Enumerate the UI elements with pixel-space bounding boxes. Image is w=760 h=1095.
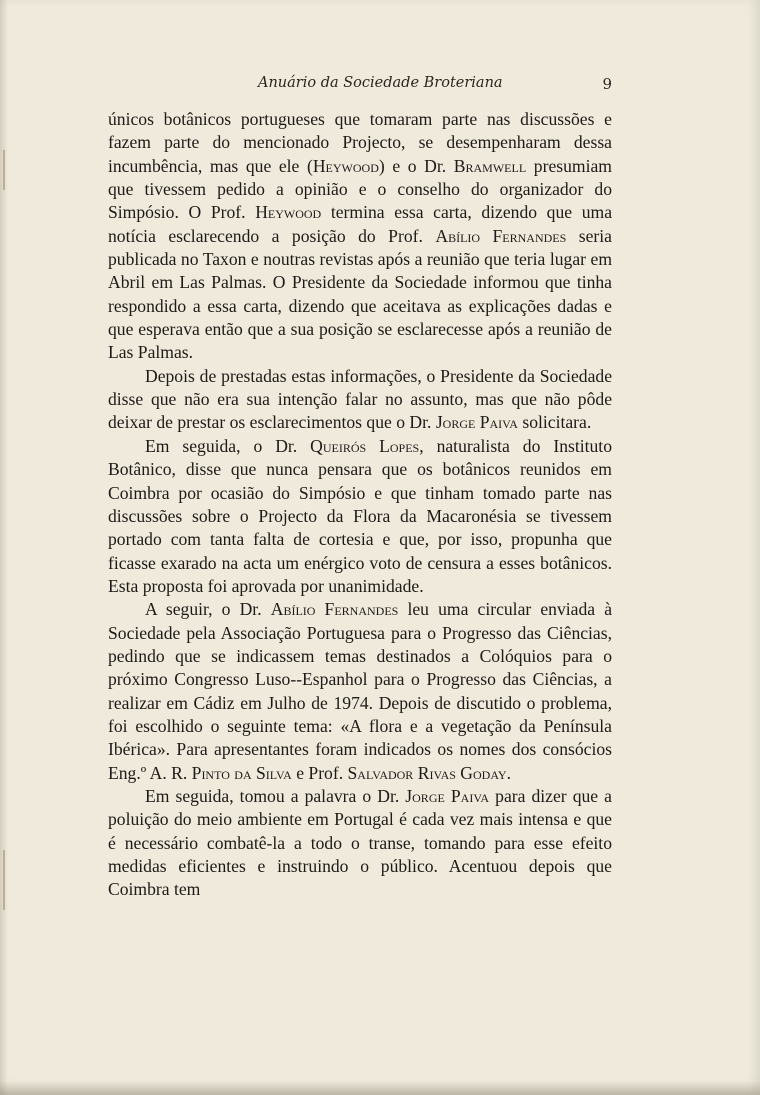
body-text [108, 108, 612, 902]
paragraph-p5 [108, 785, 612, 902]
text-run: ) e o Dr. [378, 155, 454, 176]
running-title: Anuário da Sociedade Broteriana [258, 75, 503, 91]
paragraph-p1 [108, 108, 612, 365]
paragraph-p4 [108, 598, 612, 785]
text-run: A seguir, o Dr. [145, 599, 271, 620]
text-run: termina essa carta, dizendo que uma notícia esclarecendo a posição do Prof. [108, 202, 613, 246]
page-number: 9 [602, 75, 612, 93]
text-run: únicos botânicos portugueses que tomaram parte nas discussões e fazem parte do mencionado Projecto, se desempenharam dessa incumbência, mas que ele ( [108, 109, 612, 176]
person-name: Queirós Lopes [310, 435, 420, 456]
paragraph-p2 [108, 365, 612, 435]
text-run: para dizer que a poluição do meio ambiente em Portugal é cada vez mais intensa e que é necessário combatê-la a todo o transe, tomando para esse efeito medidas eficientes e instruindo o público. Acentuou depois que Coimbra tem [108, 785, 612, 900]
margin-mark [3, 850, 5, 910]
person-name: Jorge Paiva [405, 785, 490, 806]
text-run: Em seguida, o Dr. [145, 435, 311, 456]
person-name: Abílio Fernandes [270, 599, 399, 620]
text-run: leu uma circular enviada à Sociedade pela Associação Portuguesa para o Progresso das Ciências, pedindo que se indicassem temas destinados a Colóquios para o próximo Congresso Luso-‑Espanhol para o Progresso das Ciências, a realizar em Cádiz em Julho de 1974. Depois de discutido o problema, foi escolhido o seguinte tema: «A flora e a vegetação da Península Ibérica». Para apresentantes foram indicados os nomes dos consócios Eng.º A. R. [108, 599, 613, 783]
text-run: solicitara. [517, 412, 592, 433]
text-run: presumiam que tivessem pedido a opinião e o conselho do organizador do Simpósio. O Prof. [108, 155, 612, 223]
person-name: Heywood [312, 155, 379, 176]
text-run: Depois de prestadas estas informações, o Presidente da Sociedade disse que não era sua intenção falar no assunto, mas que não pôde deixar de prestar os esclarecimentos que o Dr. [108, 365, 612, 433]
person-name: Salvador Rivas Goday [347, 762, 507, 783]
text-run: e Prof. [291, 762, 348, 783]
margin-mark [3, 150, 5, 190]
page-shadow-bottom [0, 1081, 760, 1095]
person-name: Heywood [255, 202, 322, 223]
text-run: , naturalista do Instituto Botânico, disse que nunca pensara que os botânicos reunidos em Coimbra por ocasião do Simpósio e que tinham tomado parte nas discussões sobre o Projecto da Flora da Macaronésia se tivessem portado com tanta falta de cortesia e que, por isso, propunha que ficasse exarado na acta um enérgico voto de censura a esses botânicos. Esta proposta foi aprovada por unanimidade. [108, 435, 612, 596]
text-run: . [506, 762, 511, 783]
text-run: Em seguida, tomou a palavra o Dr. [145, 785, 406, 806]
paragraph-p3 [108, 435, 612, 598]
text-run: seria publicada no Taxon e noutras revistas após a reunião que teria lugar em Abril em Las Palmas. O Presidente da Sociedade informou que tinha respondido a essa carta, dizendo que aceitava as explicações dadas e que esperava então que a sua posição se esclarecesse após a reunião de Las Palmas. [108, 225, 612, 363]
person-name: Jorge Paiva [435, 412, 518, 433]
person-name: Pinto da Silva [191, 762, 292, 783]
person-name: Bramwell [453, 155, 527, 176]
person-name: Abílio Fernandes [435, 225, 567, 246]
page-header [108, 73, 612, 97]
